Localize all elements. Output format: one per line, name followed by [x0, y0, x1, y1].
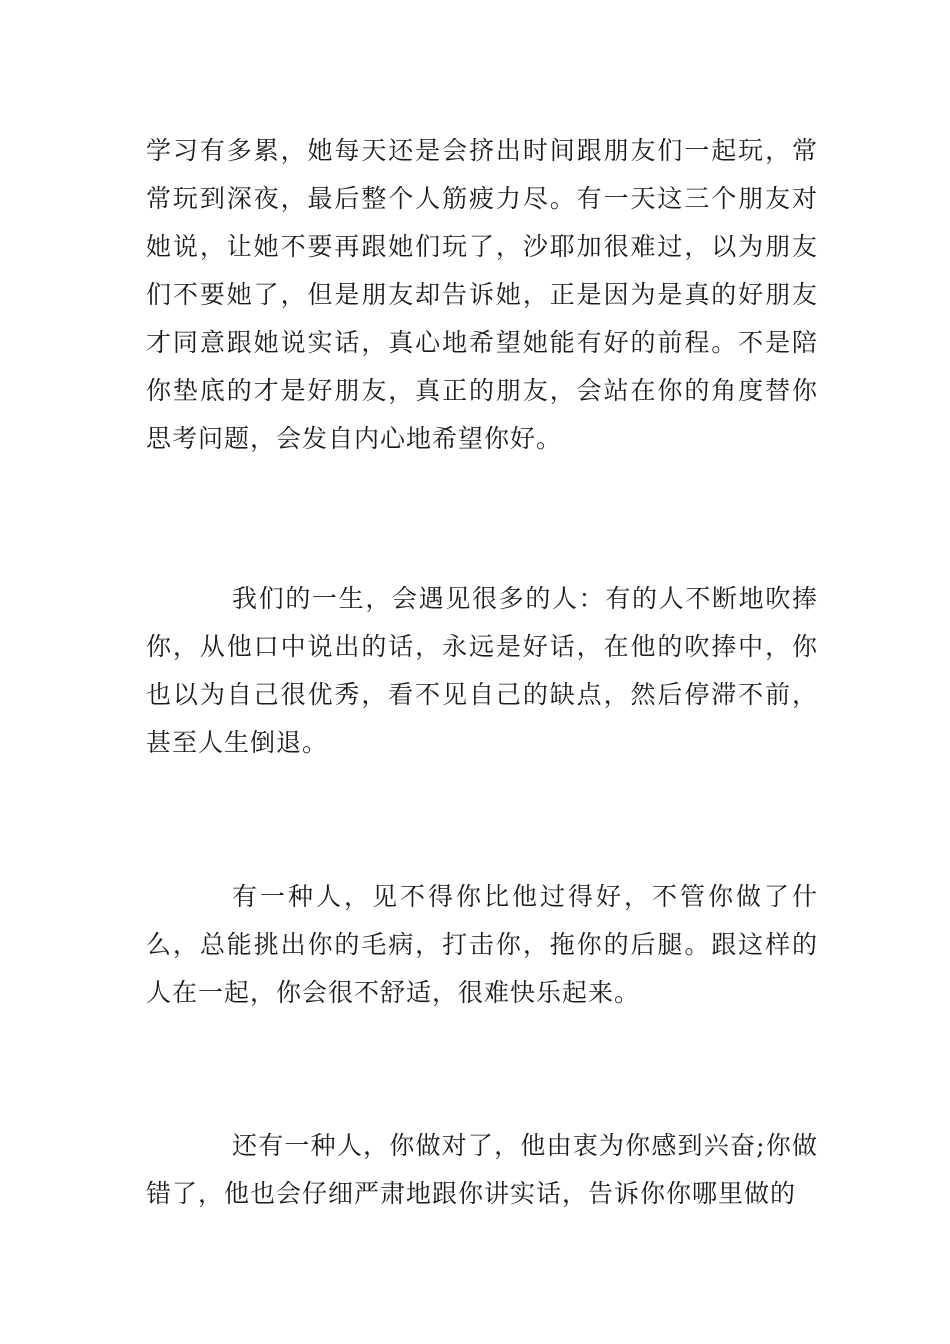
paragraph-2: 我们的一生，会遇见很多的人：有的人不断地吹捧你，从他口中说出的话，永远是好话，在他的吹捧中，你也以为自己很优秀，看不见自己的缺点，然后停滞不前，甚至人生倒退。	[146, 584, 818, 757]
paragraph-4: 还有一种人，你做对了，他由衷为你感到兴奋;你做错了，他也会仔细严肃地跟你讲实话，告诉你你哪里做的	[146, 1131, 818, 1208]
paragraph-3: 有一种人，见不得你比他过得好，不管你做了什么，总能挑出你的毛病，打击你，拖你的后腿。跟这样的人在一起，你会很不舒适，很难快乐起来。	[146, 882, 818, 1007]
paragraph-1: 学习有多累，她每天还是会挤出时间跟朋友们一起玩，常常玩到深夜，最后整个人筋疲力尽。有一天这三个朋友对她说，让她不要再跟她们玩了，沙耶加很难过，以为朋友们不要她了，但是朋友却告诉她，正是因为是真的好朋友才同意跟她说实话，真心地希望她能有好的前程。不是陪你垫底的才是好朋友，真正的朋友，会站在你的角度替你思考问题，会发自内心地希望你好。	[146, 136, 818, 453]
